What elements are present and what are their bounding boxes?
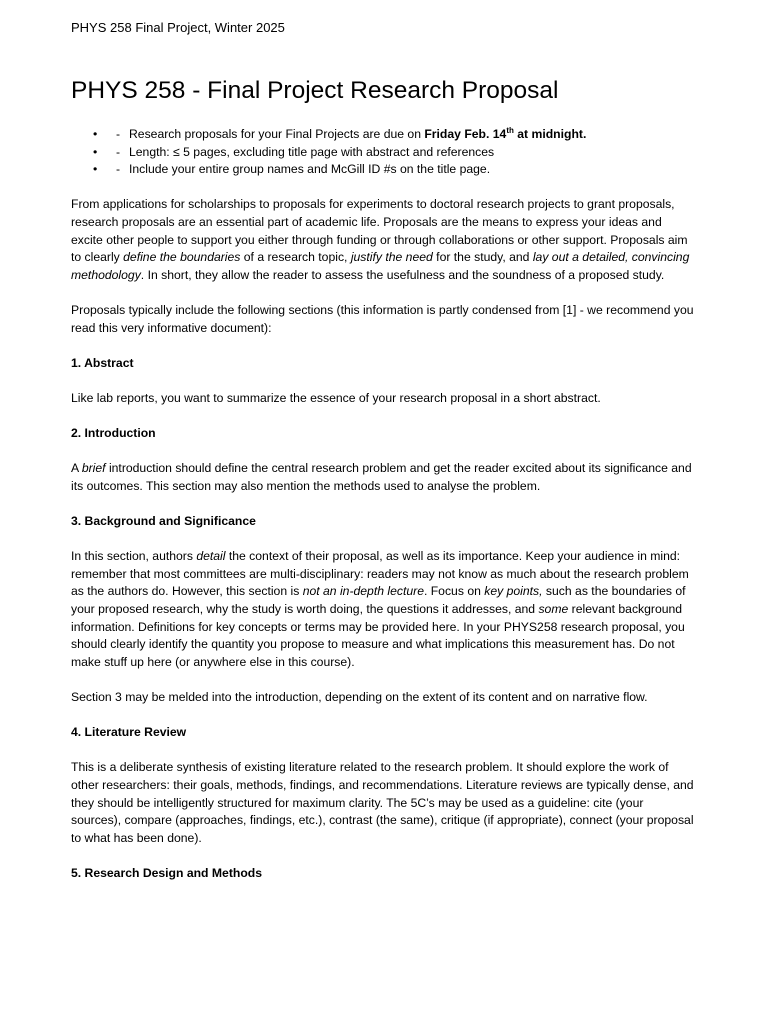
page-title: PHYS 258 - Final Project Research Proposal [71,77,559,104]
emphasis: lay out a detailed, convincing methodology [71,250,690,282]
text-run: the context of their proposal, as well as its importance. Keep your audience in mind: remember that most committees are multi-disciplinary: readers may not know as much about the research problem as the authors do. However, this section is [71,549,689,599]
introduction-paragraph [71,460,695,495]
sections-lead-paragraph: Proposals typically include the following sections (this information is partly condensed from [1] - we recommend you read this very informative document): [71,302,694,335]
requirement-text: Include your entire group names and McGill ID #s on the title page. [129,162,491,177]
background-note-paragraph: Section 3 may be melded into the introduction, depending on the extent of its content and on narrative flow. [71,690,648,704]
dash-marker: - [116,144,121,159]
text-run: In this section, authors [71,549,197,564]
due-date-time: at midnight. [513,127,587,141]
requirement-text-part: Research proposals for your Final Projects are due on [129,127,425,141]
text-run: introduction should define the central research problem and get the reader excited about its significance and its outcomes. This section may also mention the methods used to analyse the problem. [71,461,692,493]
requirements-list [71,126,695,179]
text-run: relevant background information. Definitions for key concepts or terms may be provided here. In your PHYS258 research proposal, you should clearly identify the quantity you propose to measure and what implications this measurement has. Do not make stuff up here (or anywhere else in this course). [71,602,685,669]
bullet-icon: • [93,144,98,159]
due-date-ordinal: th [506,125,514,135]
emphasis: some [538,602,569,617]
due-date [424,127,586,141]
bullet-icon: • [93,162,98,177]
intro-paragraph [71,196,695,284]
requirement-text [129,127,586,141]
text-run: . In short, they allow the reader to assess the usefulness and the soundness of a proposed study. [140,267,665,282]
text-run: of a research topic, [240,250,351,265]
abstract-paragraph: Like lab reports, you want to summarize the essence of your research proposal in a short abstract. [71,390,601,405]
section-heading-introduction: 2. Introduction [71,426,156,441]
emphasis: define the boundaries [123,250,241,265]
literature-review-paragraph: This is a deliberate synthesis of existing literature related to the research problem. It should explore the work of other researchers: their goals, methods, findings, and recommendations. Literature reviews are typically dense, and they should be intelligently structured for maximum clarity. The 5C’s may be used as a guideline: cite (your sources), compare (approaches, findings, etc.), contrast (the same), critique (if appropriate), connect (your proposal to what has been done). [71,760,694,845]
section-heading-background: 3. Background and Significance [71,514,256,529]
background-paragraph [71,548,695,671]
emphasis: detail [196,549,226,564]
document-body [71,126,695,883]
text-run: for the study, and [432,250,533,265]
requirement-text: Length: ≤ 5 pages, excluding title page with abstract and references [129,144,495,159]
section-heading-literature-review: 4. Literature Review [71,725,187,740]
bullet-icon: • [93,127,98,141]
text-run: such as the boundaries of your proposed research, why the study is worth doing, the questions it addresses, and [71,584,686,617]
text-run: From applications for scholarships to proposals for experiments to doctoral research projects to grant proposals, research proposals are an essential part of academic life. Proposals are the means to express your ideas and excite other people to support you either through funding or through collaborations or other support. Proposals aim to clearly [71,197,688,265]
due-date-day: Friday Feb. 14 [424,127,507,141]
emphasis: not an in-depth lecture [302,584,424,599]
list-item [71,144,695,162]
emphasis: key points, [484,584,543,599]
section-heading-research-design: 5. Research Design and Methods [71,865,262,880]
dash-marker: - [116,162,121,177]
list-item [71,126,695,144]
text-run: . Focus on [423,584,485,599]
text-run: A [71,461,82,476]
dash-marker: - [116,127,121,141]
running-header: PHYS 258 Final Project, Winter 2025 [71,20,285,35]
section-heading-abstract: 1. Abstract [71,355,134,370]
list-item [71,161,695,179]
emphasis: brief [81,461,106,476]
emphasis: justify the need [350,250,433,265]
